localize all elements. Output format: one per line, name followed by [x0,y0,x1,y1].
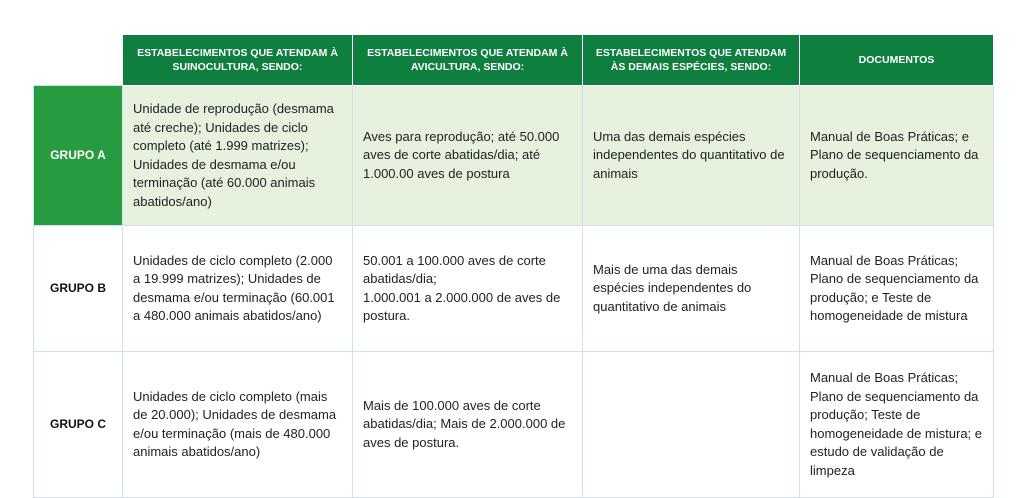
header-documentos: DOCUMENTOS [800,35,994,86]
cell-avicultura: Mais de 100.000 aves de corte abatidas/dia; Mais de 2.000.000 de aves de postura. [353,352,583,498]
cell-avicultura [353,226,583,352]
header-avicultura: ESTABELECIMENTOS QUE ATENDAM À AVICULTURA, SENDO: [353,35,583,86]
header-corner [34,35,123,86]
cell-avicultura: Aves para reprodução; até 50.000 aves de corte abatidas/dia; até 1.000.00 aves de postura [353,86,583,226]
header-demais-especies: ESTABELECIMENTOS QUE ATENDAM ÀS DEMAIS ESPÉCIES, SENDO: [583,35,800,86]
cell-documentos: Manual de Boas Práticas; Plano de sequenciamento da produção; Teste de homogeneidade de mistura; e estudo de validação de limpeza [800,352,994,498]
cell-demais-especies [583,352,800,498]
table-row-grupo-b [34,226,994,352]
cell-documentos: Manual de Boas Práticas; e Plano de sequenciamento da produção. [800,86,994,226]
cell-documentos: Manual de Boas Práticas; Plano de sequenciamento da produção; e Teste de homogeneidade de mistura [800,226,994,352]
cell-avicultura-line: 1.000.001 a 2.000.000 de aves de postura. [363,289,561,323]
table-row-grupo-c [34,352,994,498]
cell-suinocultura: Unidades de ciclo completo (2.000 a 19.999 matrizes); Unidades de desmama e/ou terminação (60.001 a 480.000 animais abatidos/ano) [123,226,353,352]
table-row-grupo-a [34,86,994,226]
header-suinocultura: ESTABELECIMENTOS QUE ATENDAM À SUINOCULTURA, SENDO: [123,35,353,86]
requirements-table-container [33,34,993,498]
group-label: GRUPO B [34,226,123,352]
cell-demais-especies: Mais de uma das demais espécies independentes do quantitativo de animais [583,226,800,352]
header-row [34,35,994,86]
cell-suinocultura: Unidade de reprodução (desmama até creche); Unidades de ciclo completo (até 1.999 matrizes); Unidades de desmama e/ou terminação (até 60.000 animais abatidos/ano) [123,86,353,226]
group-label: GRUPO C [34,352,123,498]
group-label: GRUPO A [34,86,123,226]
requirements-table [33,34,994,498]
cell-demais-especies: Uma das demais espécies independentes do quantitativo de animais [583,86,800,226]
cell-avicultura-line: 50.001 a 100.000 aves de corte abatidas/dia; [363,252,546,286]
cell-suinocultura: Unidades de ciclo completo (mais de 20.000); Unidades de desmama e/ou terminação (mais de 480.000 animais abatidos/ano) [123,352,353,498]
